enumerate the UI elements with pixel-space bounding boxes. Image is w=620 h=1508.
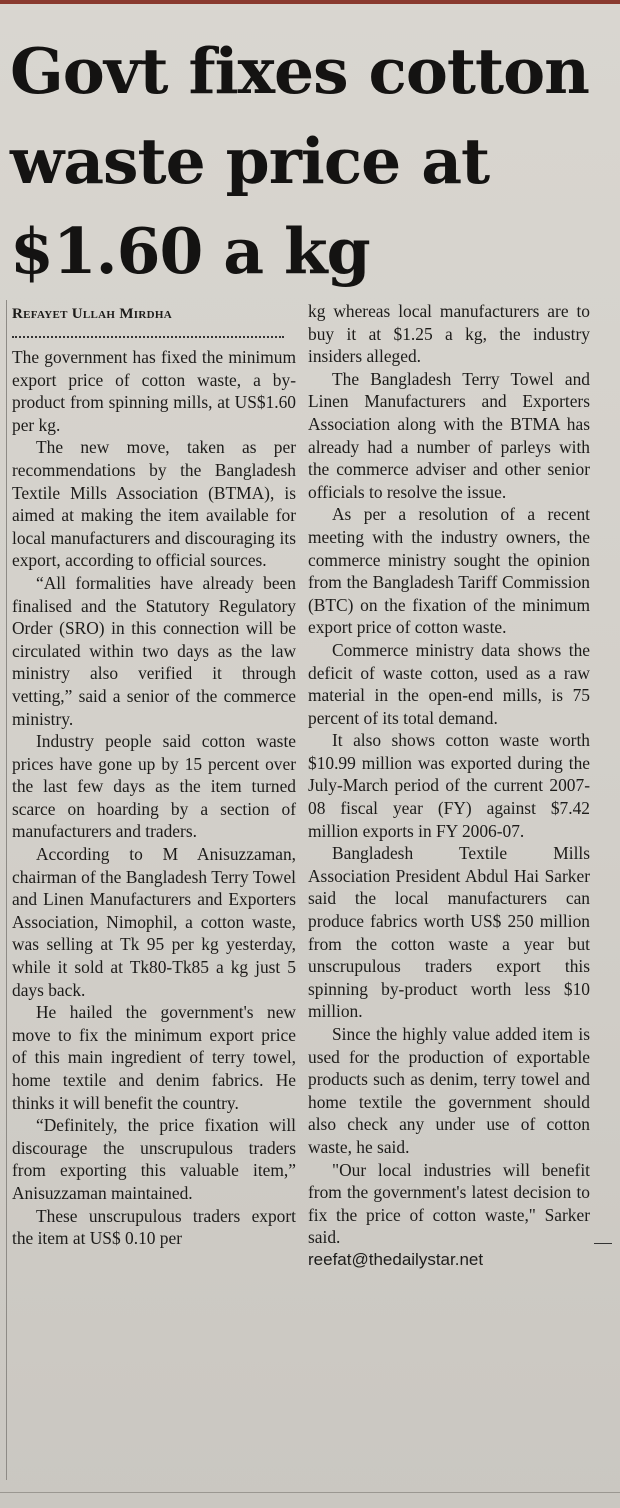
paragraph: Bangladesh Textile Mills Association President Abdul Hai Sarker said the local manufacturers can produce fabrics worth US$ 250 million from the cotton waste a year but unscrupulous traders export this spinning by-product worth less $10 million.: [308, 843, 590, 1022]
paragraph: According to M Anisuzzaman, chairman of the Bangladesh Terry Towel and Linen Manufacturers and Exporters Association, Nimophil, a cotton waste, was selling at Tk 95 per kg yesterday, while it sold at Tk80-Tk85 a kg just 5 days back.: [12, 844, 296, 1000]
paragraph: The new move, taken as per recommendations by the Bangladesh Textile Mills Association (BTMA), is aimed at making the item available for local manufacturers and discouraging its export, according to official sources.: [12, 437, 296, 571]
byline: Refayet Ullah Mirdha: [12, 306, 172, 322]
paragraph: The government has fixed the minimum export price of cotton waste, a by-product from spinning mills, at US$1.60 per kg.: [12, 347, 296, 435]
paragraph: "Our local industries will benefit from the government's latest decision to fix the price of cotton waste," Sarker said.: [308, 1159, 590, 1248]
paragraph: The Bangladesh Terry Towel and Linen Manufacturers and Exporters Association along with the BTMA has already had a number of parleys with the commerce adviser and other senior officials to resolve the issue.: [308, 368, 590, 502]
author-email: reefat@thedailystar.net: [308, 1249, 484, 1269]
paragraph: Industry people said cotton waste prices have gone up by 15 percent over the last few days as the item turned scarce on hoarding by a section of manufacturers and traders.: [12, 731, 296, 842]
paragraph: Since the highly value added item is used for the production of exportable products such as denim, terry towel and home textile the government should also check any under use of cotton waste, he said.: [308, 1024, 590, 1157]
paragraph: “All formalities have already been finalised and the Statutory Regulatory Order (SRO) in this connection will be circulated within two days as the law ministry also verified it through vetting,” said a senior of the commerce ministry.: [12, 572, 296, 729]
article-column-1: [12, 346, 296, 1250]
byline-divider: [12, 336, 284, 340]
article-column-2: [308, 300, 590, 1272]
paragraph: It also shows cotton waste worth $10.99 million was exported during the July-March period of the current 2007-08 fiscal year (FY) against $7.42 million exports in FY 2006-07.: [308, 730, 590, 841]
paragraph: These unscrupulous traders export the item at US$ 0.10 per: [12, 1205, 296, 1249]
paragraph: As per a resolution of a recent meeting with the industry owners, the commerce ministry sought the opinion from the Bangladesh Tariff Commission (BTC) on the fixation of the minimum export price of cotton waste.: [308, 504, 590, 638]
headline: Govt fixes cotton waste price at $1.60 a kg: [10, 34, 589, 288]
paragraph: Commerce ministry data shows the deficit of waste cotton, used as a raw material in the open-end mills, is 75 percent of its total demand.: [308, 639, 590, 728]
top-rule: [0, 0, 620, 4]
margin-mark: [594, 1243, 612, 1244]
column-rule: [6, 300, 7, 1480]
paragraph: kg whereas local manufacturers are to buy it at $1.25 a kg, the industry insiders alleged.: [308, 301, 590, 367]
paragraph: He hailed the government's new move to fix the minimum export price of this main ingredient of terry towel, home textile and denim fabrics. He thinks it will benefit the country.: [12, 1002, 296, 1113]
bottom-rule: [0, 1492, 620, 1493]
paragraph: “Definitely, the price fixation will discourage the unscrupulous traders from exporting this valuable item,” Anisuzzaman maintained.: [12, 1115, 296, 1203]
